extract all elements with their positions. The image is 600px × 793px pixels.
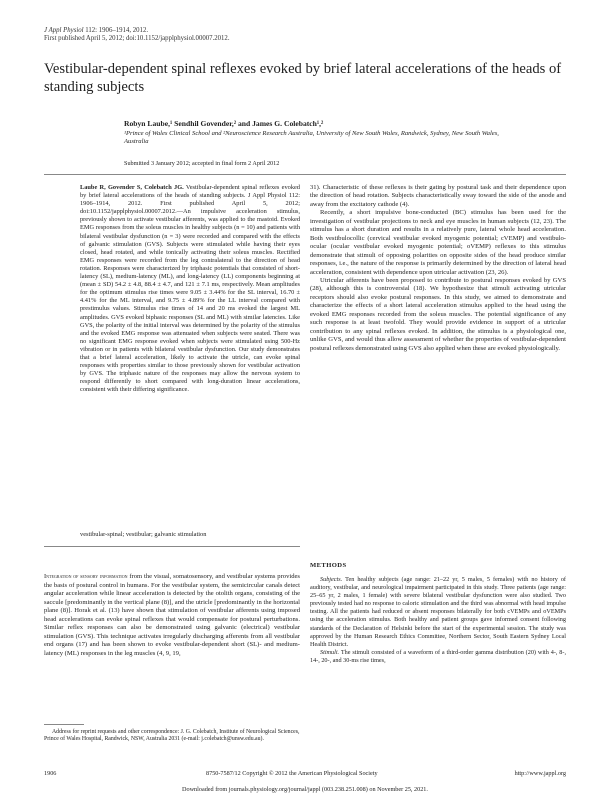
footnote-divider [44,724,84,725]
methods-section [310,576,566,665]
section-heading-methods: METHODS [310,562,347,569]
journal-citation: 112: 1906–1914, 2012. [83,27,149,34]
stimuli-text: The stimuli consisted of a waveform of a third-order gamma distribution (20) with 4-, 8-, 14-, 20-, and 30-ms rise times, [310,648,566,664]
right-column-text [310,184,566,353]
subjects-text: Ten healthy subjects (age range: 21–22 yr, 5 males, 5 females) with no history of auditory, vestibular, and neurological impairment participated in this study. Three patients (age range: 25–65 yr, 2 males, 1 female) with severe bilateral vestibular dysfunction were also studied. Two previously tested had no response to caloric stimulation and the third was abnormal with head impulse testing. All the patients had reduced or absent responses bilaterally for both cVEMPs and oVEMPs using the acceleration stimulus. Both healthy and patient groups gave informed consent following standards of the Declaration of Helsinki before the start of the experimental session. The study was approved by the Human Research Ethics Committee, Northern Sector, South Eastern Sydney Local Health District. [310,576,566,648]
journal-name: J Appl Physiol [44,27,84,34]
intro-body: from the visual, somatosensory, and vestibular systems provides the basis of postural control in humans. For the vestibular system, the semicircular canals detect angular acceleration while linear acceleration is detected by the otolith organs, consisting of the saccule [predominantly in the vertical plane (8)], and the utricle [predominantly in the horizontal plane (8)]. Horak et al. (13) have shown that stimulation of vestibular afferents using imposed head accelerations can evoke spinal reflexes that would compensate for postural perturbations. Similar reflex responses can also be demonstrated using galvanic (electrical) vestibular stimulation (GVS). This technique activates irregularly discharging afferents from all vestibular end organs (17) and has been shown to evoke vestibular-dependent short (SL)- and medium-latency (ML) responses in the leg muscles (4, 9, 19, [44,573,300,657]
stimuli-label: Stimuli. [320,648,340,656]
abstract [80,184,300,394]
header-divider [44,174,566,175]
abstract-body: Vestibular-dependent spinal reflexes evoked by brief lateral accelerations of the heads of standing subjects. J Appl Physiol 112: 1906–1914, 2012. First published April 5, 2012; doi:10.1152/japplphysiol.00007.2012.—An impulsive acceleration stimulus, previously shown to activate vestibular afferents, was applied to the mastoid. Evoked EMG responses from the soleus muscles in healthy subjects (n = 10) and patients with bilateral vestibular dysfunction (n = 3) were recorded and compared with the effects of galvanic stimulation (GVS). Subjects were stimulated while having their eyes closed, head rotated, and while tonically activating their soleus muscles. Rectified EMG responses were recorded from the leg contralateral to the direction of head rotation. Responses were characterized by triphasic potentials that consisted of short-latency (SL), medium-latency (ML), and long-latency (LL) components beginning at (mean ± SD) 54.2 ± 4.8, 88.4 ± 4.7, and 121 ± 7.1 ms, respectively. Mean amplitudes for the optimum stimulus rise times were 9.05 ± 3.44% for the SL interval, 16.70 ± 4.41% for the ML interval, and 9.75 ± 4.89% for the LL interval compared with prestimulus values. Stimulus rise times of 14 and 20 ms evoked the largest ML amplitudes. GVS evoked biphasic responses (SL and ML) with similar latencies. Like GVS, the polarity of the initial interval was determined by the polarity of the stimulus and the evoked EMG response was attenuated when subjects were seated. There was no significant EMG response evoked when subjects were stimulated using 500-Hz vibration or in patients with bilateral vestibular dysfunction. Our study demonstrates that a brief lateral acceleration, likely to activate the utricle, can evoke spinal responses with properties similar to those previously shown for vestibular activation by GVS. The triphasic nature of the responses may allow the nervous system to respond differently to short compared with long-duration linear accelerations, consistent with their differing significance. [80,184,300,394]
download-notice: Downloaded from journals.physiology.org/journal/jappl (003.238.251.008) on November 25, 2021. [182,786,428,793]
submission-dates: Submitted 3 January 2012; accepted in final form 2 April 2012 [124,160,280,167]
subjects-paragraph [310,576,566,649]
paragraph: Utricular afferents have been proposed to contribute to postural responses evoked by GVS (28), although this is controversial (18). We hypothesize that stimuli activating utricular receptors should also evoke postural responses. In this study, we aimed to demonstrate and characterize the effects of a short lateral acceleration stimulus applied to the head using the evoked EMG responses recorded from the soleus muscles. The potential significance of any such response is at least twofold. They would provide evidence in support of a utricular contribution to any spinal reflexes evoked. In addition, the stimulus is a physiological one, unlike GVS, and would thus allow assessment of whether the properties of vestibular-dependent postural reflexes demonstrated using GVS also applied when these are evoked physiologically. [310,276,566,352]
introduction [44,573,300,658]
author-list: Robyn Laube,¹ Sendhil Govender,² and James G. Colebatch¹,² [124,119,324,128]
running-header [44,27,230,43]
subjects-label: Subjects. [320,576,343,583]
abstract-lead: Laube R, Govender S, Colebatch JG. [80,184,184,191]
copyright: 8750-7587/12 Copyright © 2012 the American Physiological Society [206,770,378,777]
publication-info: First published April 5, 2012; doi:10.1152/japplphysiol.00007.2012. [44,35,230,43]
affiliations: ¹Prince of Wales Clinical School and ²Neuroscience Research Australia, University of New South Wales, Randwick, Sydney, New South Wales, Australia [124,130,499,146]
intro-lead: Integration of sensory information [44,573,128,580]
page-number: 1906 [44,770,57,777]
paragraph: Recently, a short impulsive bone-conducted (BC) stimulus has been used for the investigation of vestibular projections to neck and eye muscles in human subjects (12, 23). The stimulus has a short duration and results in a relatively pure, lateral whole head acceleration. Both vestibulocollic (cervical vestibular evoked myogenic potential; cVEMP) and vestibulo-ocular (ocular vestibular evoked myogenic potential; oVEMP) reflexes to this stimulus demonstrate that stimuli of opposing polarities on opposite sides of the head produce similar responses, i.e., the nature of the response is primarily determined by the direction of lateral head acceleration, consistent with dependence upon utricular activation (23, 26). [310,209,566,276]
stimuli-paragraph [310,649,566,665]
correspondence-footnote: Address for reprint requests and other correspondence: J. G. Colebatch, Institute of Neurological Sciences, Prince of Wales Hospital, Randwick, NSW, Australia 2031 (e-mail: j.colebatch@unsw.edu.au). [44,729,300,743]
keywords: vestibular-spinal; vestibular; galvanic stimulation [80,531,207,538]
paragraph: 31). Characteristic of these reflexes is their gating by postural task and their dependence upon the direction of head rotation. Subjects characteristically sway toward the side of the anode and away from the excitatory cathode (4). [310,184,566,208]
abstract-divider [44,546,300,547]
article-title: Vestibular-dependent spinal reflexes evoked by brief lateral accelerations of the heads of standing subjects [44,61,562,95]
journal-url[interactable]: http://www.jappl.org [514,770,566,777]
